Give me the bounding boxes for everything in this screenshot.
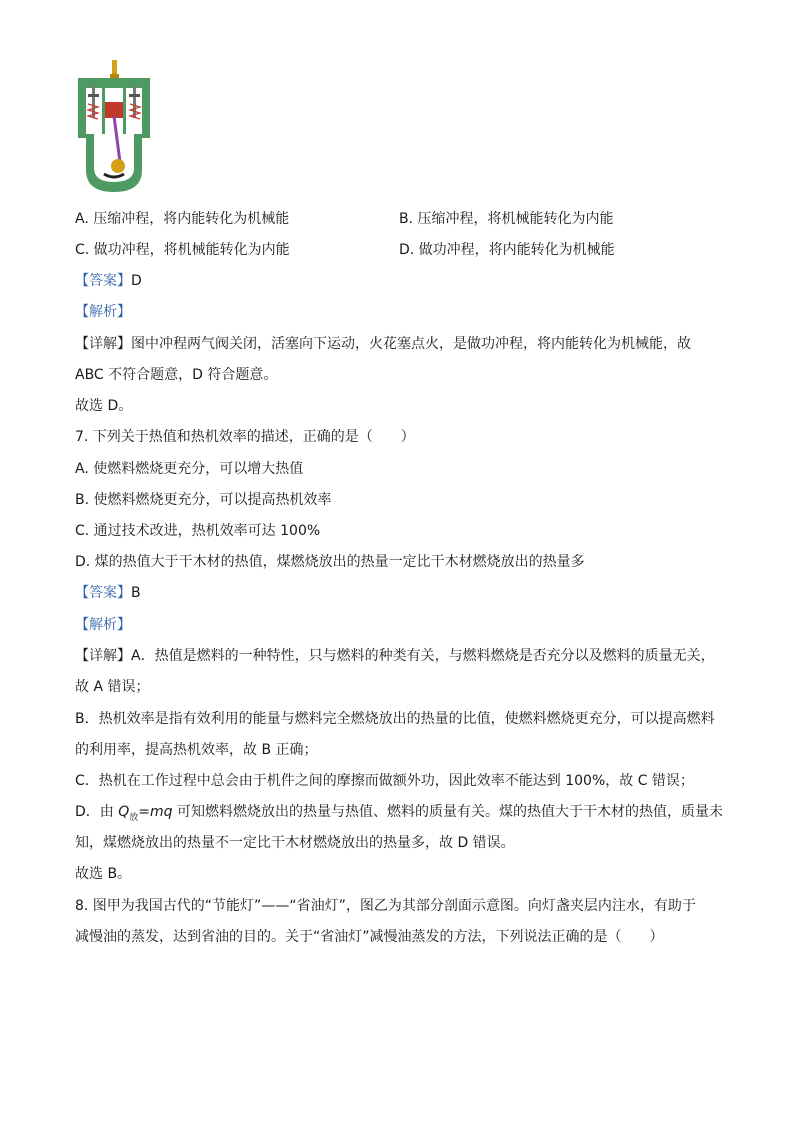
q6-detail-line1 xyxy=(75,335,691,353)
q6-answer xyxy=(75,272,142,290)
q6-option-a: A. 压缩冲程，将内能转化为机械能 xyxy=(75,211,290,227)
formula-sub: 放 xyxy=(129,812,139,823)
q7-detail-a1 xyxy=(75,647,715,665)
q7-option-b: B. 使燃料燃烧更充分，可以提高热机效率 xyxy=(75,492,332,508)
q7-option-d: D. 煤的热值大于干木材的热值，煤燃烧放出的热量一定比干木材燃烧放出的热量多 xyxy=(75,554,585,570)
q7-detail-b1: B．热机效率是指有效利用的能量与燃料完全燃烧放出的热量的比值，使燃料燃烧更充分，可以提高燃料 xyxy=(75,711,715,727)
q7-conclusion: 故选 B。 xyxy=(75,866,132,882)
q6-option-d: D. 做功冲程，将内能转化为机械能 xyxy=(399,242,615,258)
q7-option-c: C. 通过技术改进，热机效率可达 100% xyxy=(75,523,321,539)
q8-stem-line2: 减慢油的蒸发，达到省油的目的。关于“省油灯”减慢油蒸发的方法，下列说法正确的是（ ） xyxy=(75,929,664,945)
q7-option-a: A. 使燃料燃烧更充分，可以增大热值 xyxy=(75,461,304,477)
analysis-tag: 【解析】 xyxy=(75,617,131,633)
detail-text: 图中冲程两气阀关闭，活塞向下运动，火花塞点火，是做功冲程，将内能转化为机械能，故 xyxy=(131,336,691,352)
detail-text: A．热值是燃料的一种特性，只与燃料的种类有关，与燃料燃烧是否充分以及燃料的质量无关， xyxy=(131,648,715,664)
q7-stem: 7. 下列关于热值和热机效率的描述，正确的是（ ） xyxy=(75,429,415,445)
q8-stem-line1: 8. 图甲为我国古代的“节能灯”——“省油灯”，图乙为其部分剖面示意图。向灯盏夹层内注水，有助于 xyxy=(75,898,696,914)
q6-conclusion: 故选 D。 xyxy=(75,398,133,414)
q7-detail-d1 xyxy=(75,803,723,827)
q7-detail-c1: C．热机在工作过程中总会由于机件之间的摩擦而做额外功，因此效率不能达到 100%，故 C 错误； xyxy=(75,773,694,789)
formula-q: Q xyxy=(118,804,130,820)
detail-tag: 【详解】 xyxy=(75,336,131,352)
q6-option-b: B. 压缩冲程，将机械能转化为内能 xyxy=(399,211,614,227)
answer-tag: 【答案】 xyxy=(75,273,131,289)
q7-detail-a2: 故 A 错误； xyxy=(75,679,150,695)
detail-rest: 可知燃料燃烧放出的热量与热值、燃料的质量有关。煤的热值大于干木材的热值，质量未 xyxy=(172,804,723,820)
answer-tag: 【答案】 xyxy=(75,585,131,601)
answer-value: D xyxy=(131,273,142,289)
detail-tag: 【详解】 xyxy=(75,648,131,664)
q7-detail-b2: 的利用率，提高热机效率，故 B 正确； xyxy=(75,742,318,758)
q7-answer xyxy=(75,584,141,602)
q6-detail-line2: ABC 不符合题意，D 符合题意。 xyxy=(75,367,278,383)
q7-analysis-heading xyxy=(75,616,131,634)
q7-detail-d2: 知，煤燃烧放出的热量不一定比干木材燃烧放出的热量多，故 D 错误。 xyxy=(75,835,515,851)
analysis-tag: 【解析】 xyxy=(75,304,131,320)
answer-value: B xyxy=(131,585,141,601)
formula-eq: =mq xyxy=(138,804,173,820)
detail-prefix: D．由 xyxy=(75,804,119,820)
q6-option-c: C. 做功冲程，将机械能转化为内能 xyxy=(75,242,290,258)
engine-power-stroke-diagram xyxy=(74,58,154,198)
q6-analysis-heading xyxy=(75,303,131,321)
